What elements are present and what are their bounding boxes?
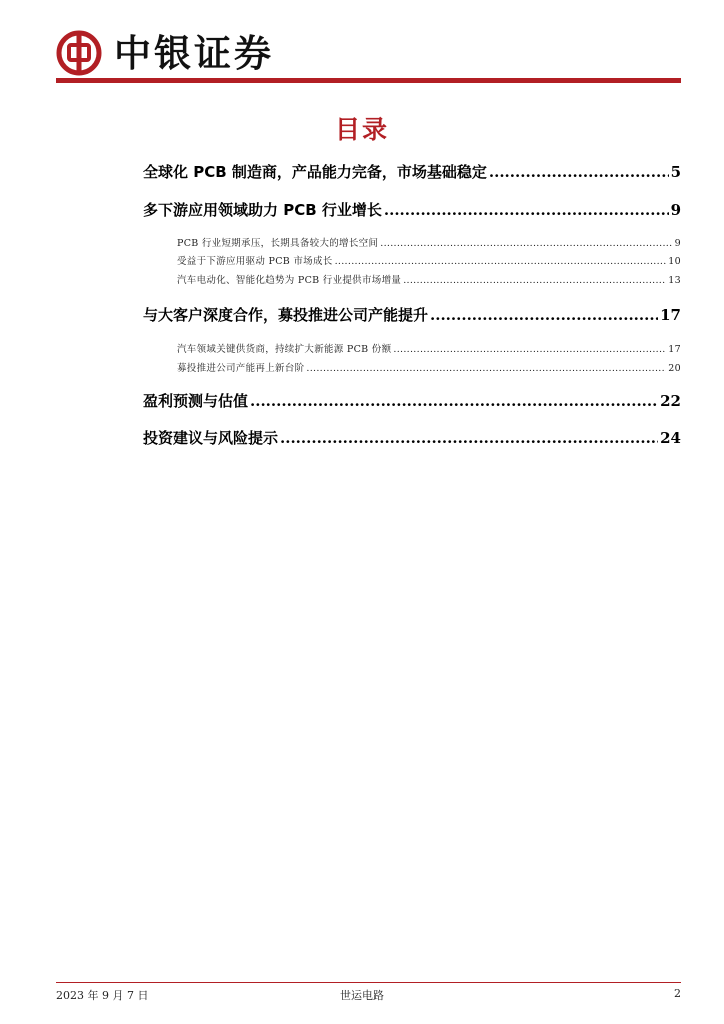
toc-entry-text: 投资建议与风险提示: [143, 429, 279, 447]
footer-divider: [56, 982, 681, 983]
toc-entry-text: 与大客户深度合作，募投推进公司产能提升: [143, 306, 429, 324]
toc-entry-page: 24: [660, 429, 681, 447]
toc-subentry[interactable]: [177, 360, 681, 374]
toc-entry-text: 全球化 PCB 制造商，产品能力完备，市场基础稳定: [143, 163, 487, 181]
toc-entry[interactable]: [143, 304, 681, 325]
toc-leader: [380, 238, 672, 249]
toc-entry-page: 9: [670, 201, 681, 219]
toc-entry-text: PCB 行业短期承压，长期具备较大的增长空间: [177, 238, 379, 249]
toc-entry-page: 20: [668, 363, 681, 374]
toc-entry[interactable]: [143, 427, 681, 448]
toc-entry-page: 10: [668, 256, 681, 267]
toc-subentry[interactable]: [177, 272, 681, 286]
toc-entry-text: 汽车电动化、智能化趋势为 PCB 行业提供市场增量: [177, 275, 402, 286]
toc-entry-text: 多下游应用领域助力 PCB 行业增长: [143, 201, 382, 219]
toc-entry-text: 盈利预测与估值: [143, 392, 249, 410]
toc-entry-text: 汽车领域关键供货商，持续扩大新能源 PCB 份额: [177, 344, 392, 355]
toc-entry-text: 募投推进公司产能再上新台阶: [177, 363, 305, 374]
toc-entry[interactable]: [143, 161, 681, 182]
toc-leader: [403, 275, 666, 286]
toc-entry-page: 17: [660, 306, 681, 324]
toc-leader: [384, 201, 669, 219]
toc-leader: [393, 344, 666, 355]
brand-name: 中银证券: [114, 32, 274, 75]
footer-company: 世运电路: [340, 989, 384, 1002]
toc-entry[interactable]: [143, 199, 681, 220]
toc-subentry[interactable]: [177, 341, 681, 355]
toc-leader: [489, 163, 669, 181]
toc-entry-page: 5: [670, 163, 681, 181]
toc-leader: [250, 392, 658, 410]
toc-entry-page: 13: [668, 275, 681, 286]
toc-subentry[interactable]: [177, 253, 681, 267]
toc-leader: [306, 363, 666, 374]
toc-leader: [335, 256, 667, 267]
toc-entry-text: 受益于下游应用驱动 PCB 市场成长: [177, 256, 333, 267]
footer-date: 2023 年 9 月 7 日: [56, 989, 149, 1002]
footer-page-number: 2: [674, 987, 681, 1000]
toc-entry-page: 9: [674, 238, 681, 249]
toc-entry-page: 22: [660, 392, 681, 410]
toc-leader: [280, 429, 658, 447]
page-header: [56, 28, 681, 84]
toc-title: 目录: [334, 115, 389, 144]
header-divider: [56, 78, 681, 83]
toc-subentry[interactable]: [177, 235, 681, 249]
bank-of-china-logo-icon: [56, 30, 102, 76]
toc-entry[interactable]: [143, 390, 681, 411]
toc-entry-page: 17: [668, 344, 681, 355]
toc-leader: [430, 306, 658, 324]
